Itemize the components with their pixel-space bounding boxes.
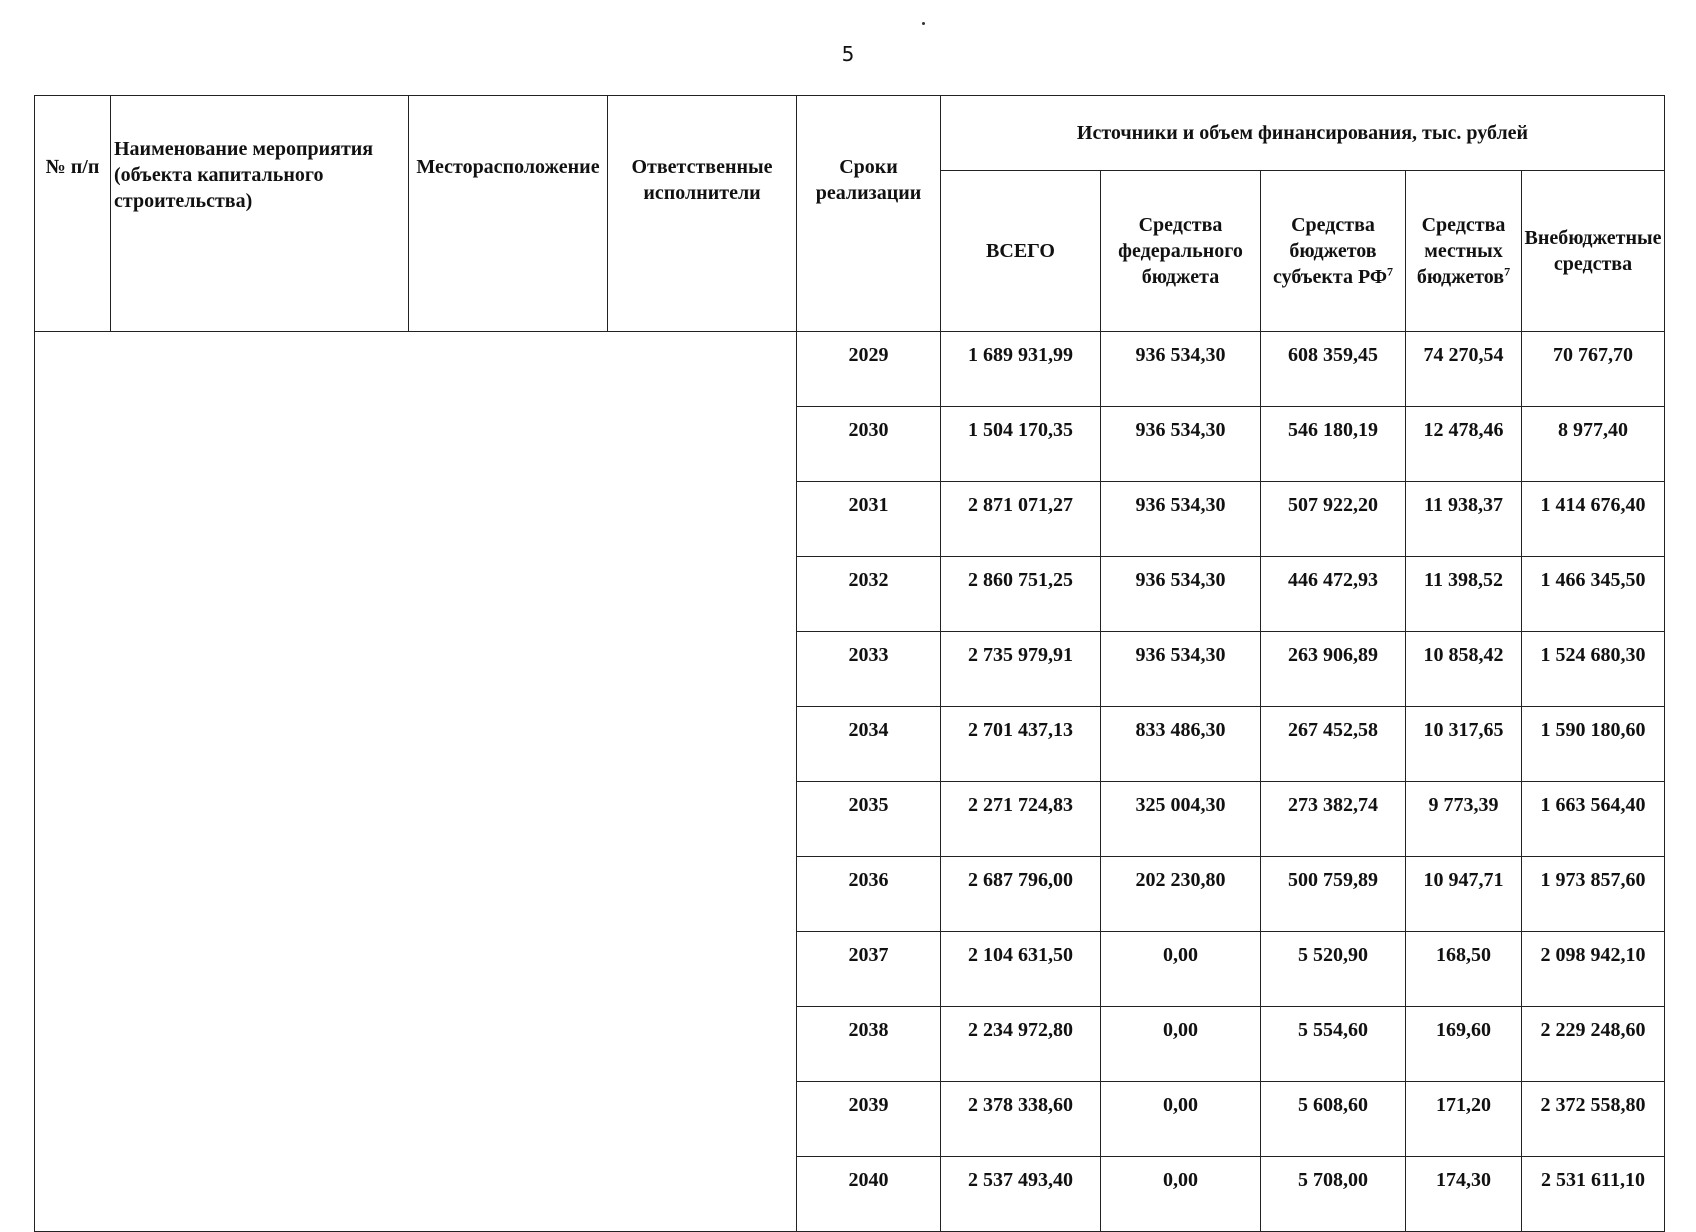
table-header — [35, 96, 1665, 332]
cell-year: 2039 — [797, 1082, 941, 1157]
cell-year: 2031 — [797, 482, 941, 557]
cell-year: 2033 — [797, 632, 941, 707]
cell-federal: 0,00 — [1101, 1157, 1261, 1232]
col-local-label: Средства местных бюджетов — [1416, 214, 1506, 288]
col-local-header — [1406, 171, 1522, 332]
cell-extra: 1 414 676,40 — [1522, 482, 1665, 557]
cell-year: 2030 — [797, 407, 941, 482]
cell-federal: 936 534,30 — [1101, 632, 1261, 707]
cell-year: 2034 — [797, 707, 941, 782]
cell-local: 12 478,46 — [1406, 407, 1522, 482]
cell-subject: 5 708,00 — [1261, 1157, 1406, 1232]
cell-local: 174,30 — [1406, 1157, 1522, 1232]
cell-local: 10 947,71 — [1406, 857, 1522, 932]
cell-subject: 267 452,58 — [1261, 707, 1406, 782]
cell-federal: 0,00 — [1101, 1007, 1261, 1082]
cell-extra: 1 663 564,40 — [1522, 782, 1665, 857]
cell-year: 2038 — [797, 1007, 941, 1082]
col-name-header: Наименование мероприятия (объекта капитального строительства) — [111, 96, 409, 332]
page-number: 5 — [841, 42, 855, 66]
cell-total: 2 687 796,00 — [941, 857, 1101, 932]
cell-extra: 1 590 180,60 — [1522, 707, 1665, 782]
scan-dot — [922, 22, 925, 25]
cell-subject: 546 180,19 — [1261, 407, 1406, 482]
cell-subject: 507 922,20 — [1261, 482, 1406, 557]
table-row — [35, 332, 1665, 407]
cell-total: 2 104 631,50 — [941, 932, 1101, 1007]
cell-local: 74 270,54 — [1406, 332, 1522, 407]
cell-year: 2035 — [797, 782, 941, 857]
cell-extra: 70 767,70 — [1522, 332, 1665, 407]
cell-local: 10 858,42 — [1406, 632, 1522, 707]
cell-subject: 608 359,45 — [1261, 332, 1406, 407]
cell-extra: 1 973 857,60 — [1522, 857, 1665, 932]
col-num-header: № п/п — [35, 96, 111, 332]
cell-federal: 936 534,30 — [1101, 332, 1261, 407]
col-subject-label: Средства бюджетов субъекта РФ — [1272, 214, 1388, 288]
cell-total: 2 234 972,80 — [941, 1007, 1101, 1082]
cell-local: 171,20 — [1406, 1082, 1522, 1157]
cell-federal: 833 486,30 — [1101, 707, 1261, 782]
cell-extra: 1 524 680,30 — [1522, 632, 1665, 707]
cell-total: 2 860 751,25 — [941, 557, 1101, 632]
cell-total: 2 271 724,83 — [941, 782, 1101, 857]
cell-extra: 2 229 248,60 — [1522, 1007, 1665, 1082]
cell-federal: 936 534,30 — [1101, 482, 1261, 557]
cell-local: 11 938,37 — [1406, 482, 1522, 557]
col-financing-header: Источники и объем финансирования, тыс. рублей — [941, 96, 1665, 171]
cell-local: 169,60 — [1406, 1007, 1522, 1082]
cell-local: 11 398,52 — [1406, 557, 1522, 632]
cell-subject: 263 906,89 — [1261, 632, 1406, 707]
cell-total: 2 735 979,91 — [941, 632, 1101, 707]
col-total-header: ВСЕГО — [941, 171, 1101, 332]
cell-year: 2032 — [797, 557, 941, 632]
col-federal-header: Средства федерального бюджета — [1101, 171, 1261, 332]
col-period-header: Сроки реализации — [797, 96, 941, 332]
cell-federal: 936 534,30 — [1101, 407, 1261, 482]
cell-subject: 273 382,74 — [1261, 782, 1406, 857]
cell-local: 9 773,39 — [1406, 782, 1522, 857]
footnote-7: 7 — [1387, 264, 1394, 279]
financing-table — [34, 95, 1665, 1232]
cell-extra: 2 531 611,10 — [1522, 1157, 1665, 1232]
col-responsible-header: Ответственные исполнители — [608, 96, 797, 332]
cell-subject: 5 608,60 — [1261, 1082, 1406, 1157]
cell-total: 2 378 338,60 — [941, 1082, 1101, 1157]
cell-extra: 1 466 345,50 — [1522, 557, 1665, 632]
cell-federal: 0,00 — [1101, 932, 1261, 1007]
cell-year: 2037 — [797, 932, 941, 1007]
blank-merged-cell — [35, 332, 797, 1232]
cell-year: 2040 — [797, 1157, 941, 1232]
footnote-7: 7 — [1504, 264, 1511, 279]
cell-total: 2 701 437,13 — [941, 707, 1101, 782]
cell-total: 1 689 931,99 — [941, 332, 1101, 407]
col-extra-header: Внебюджетные средства — [1522, 171, 1665, 332]
cell-year: 2029 — [797, 332, 941, 407]
cell-total: 1 504 170,35 — [941, 407, 1101, 482]
cell-year: 2036 — [797, 857, 941, 932]
cell-total: 2 871 071,27 — [941, 482, 1101, 557]
cell-federal: 0,00 — [1101, 1082, 1261, 1157]
cell-federal: 202 230,80 — [1101, 857, 1261, 932]
table-body — [35, 332, 1665, 1232]
cell-subject: 446 472,93 — [1261, 557, 1406, 632]
cell-local: 10 317,65 — [1406, 707, 1522, 782]
cell-total: 2 537 493,40 — [941, 1157, 1101, 1232]
cell-subject: 500 759,89 — [1261, 857, 1406, 932]
cell-subject: 5 520,90 — [1261, 932, 1406, 1007]
cell-local: 168,50 — [1406, 932, 1522, 1007]
cell-extra: 2 372 558,80 — [1522, 1082, 1665, 1157]
col-location-header: Месторасположение — [409, 96, 608, 332]
cell-federal: 325 004,30 — [1101, 782, 1261, 857]
cell-extra: 2 098 942,10 — [1522, 932, 1665, 1007]
cell-subject: 5 554,60 — [1261, 1007, 1406, 1082]
col-subject-header — [1261, 171, 1406, 332]
cell-extra: 8 977,40 — [1522, 407, 1665, 482]
cell-federal: 936 534,30 — [1101, 557, 1261, 632]
